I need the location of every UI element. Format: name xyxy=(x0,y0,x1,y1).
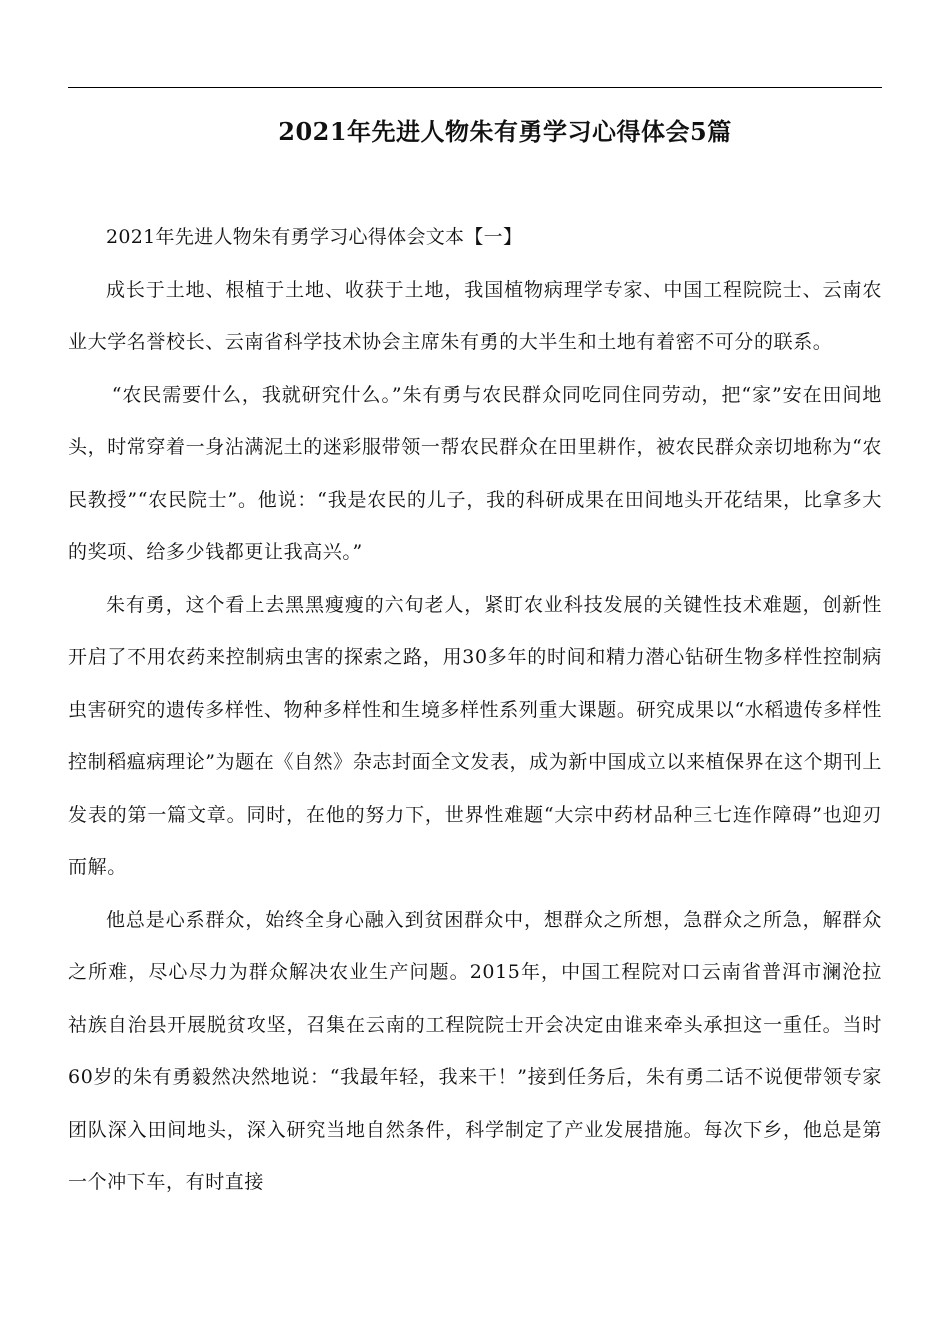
document-title: 2021年先进人物朱有勇学习心得体会5篇 xyxy=(278,117,732,147)
document-body xyxy=(68,211,882,1209)
paragraph-2: “农民需要什么，我就研究什么。”朱有勇与农民群众同吃同住同劳动，把“家”安在田间地头，时常穿着一身沾满泥土的迷彩服带领一帮农民群众在田里耕作，被农民群众亲切地称为“农民教授”“农民院士”。他说：“我是农民的儿子，我的科研成果在田间地头开花结果，比拿多大的奖项、给多少钱都更让我高兴。” xyxy=(68,383,882,563)
paragraph-3: 朱有勇，这个看上去黑黑瘦瘦的六旬老人，紧盯农业科技发展的关键性技术难题，创新性开启了不用农药来控制病虫害的探索之路，用30多年的时间和精力潜心钻研生物多样性控制病虫害研究的遗传多样性、物种多样性和生境多样性系列重大课题。研究成果以“水稻遗传多样性控制稻瘟病理论”为题在《自然》杂志封面全文发表，成为新中国成立以来植保界在这个期刊上发表的第一篇文章。同时，在他的努力下，世界性难题“大宗中药材品种三七连作障碍”也迎刃而解。 xyxy=(68,593,882,878)
section-subtitle: 2021年先进人物朱有勇学习心得体会文本【一】 xyxy=(106,226,523,248)
header-rule xyxy=(68,87,882,88)
paragraph-1: 成长于土地、根植于土地、收获于土地，我国植物病理学专家、中国工程院院士、云南农业大学名誉校长、云南省科学技术协会主席朱有勇的大半生和土地有着密不可分的联系。 xyxy=(68,278,882,353)
paragraph-4: 他总是心系群众，始终全身心融入到贫困群众中，想群众之所想，急群众之所急，解群众之所难，尽心尽力为群众解决农业生产问题。2015年，中国工程院对口云南省普洱市澜沧拉祜族自治县开展脱贫攻坚，召集在云南的工程院院士开会决定由谁来牵头承担这一重任。当时60岁的朱有勇毅然决然地说：“我最年轻，我来干！”接到任务后，朱有勇二话不说便带领专家团队深入田间地头，深入研究当地自然条件，科学制定了产业发展措施。每次下乡，他总是第一个冲下车，有时直接 xyxy=(68,908,882,1193)
